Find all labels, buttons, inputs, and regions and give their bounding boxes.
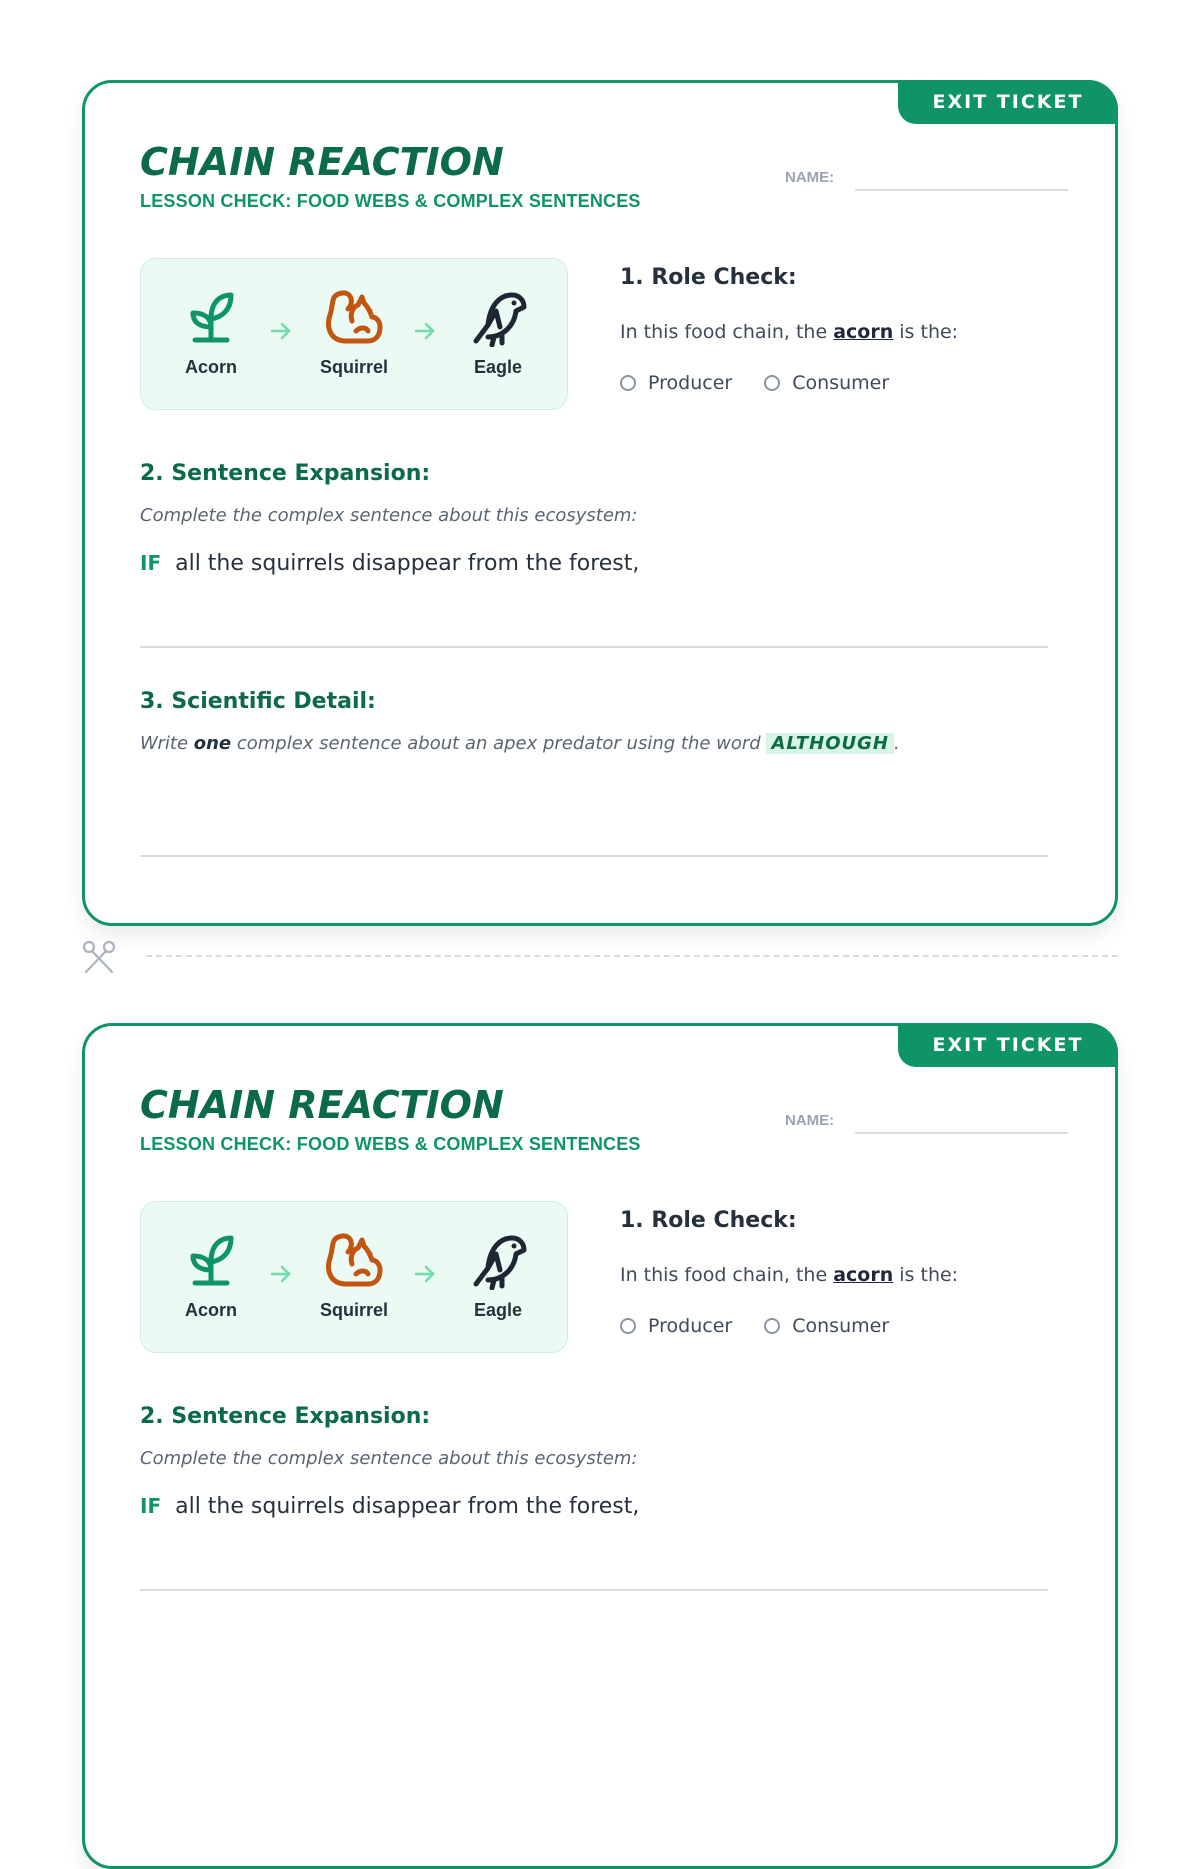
q1-text-after: is the: xyxy=(893,1264,959,1286)
ticket-title: CHAIN REACTION xyxy=(140,140,504,184)
q1-text-before: In this food chain, the xyxy=(620,321,834,343)
chain-node-label: Squirrel xyxy=(319,357,389,377)
chain-node-eagle xyxy=(448,287,548,378)
q1-text-after: is the: xyxy=(893,321,959,343)
name-label: NAME: xyxy=(785,1112,835,1129)
chain-node-acorn xyxy=(161,1230,261,1321)
q1-question xyxy=(620,321,958,343)
radio-button[interactable] xyxy=(764,375,780,391)
option-consumer[interactable] xyxy=(764,1315,889,1337)
q2-answer-line[interactable] xyxy=(140,1589,1048,1591)
chain-node-acorn xyxy=(161,287,261,378)
food-chain-diagram xyxy=(140,258,568,410)
q2-instruction: Complete the complex sentence about this ecosystem: xyxy=(140,505,638,526)
arrow-right-icon xyxy=(413,321,437,341)
q3-heading: 3. Scientific Detail: xyxy=(140,689,376,714)
q1-keyword: acorn xyxy=(833,321,894,343)
squirrel-icon xyxy=(322,287,386,347)
q3-instr-part: complex sentence about an apex predator using the word xyxy=(231,733,767,754)
arrow-right-icon xyxy=(269,321,293,341)
name-field-line[interactable] xyxy=(855,1132,1068,1134)
q2-sentence-starter xyxy=(140,1494,639,1519)
q1-question xyxy=(620,1264,958,1286)
q3-answer-line[interactable] xyxy=(140,855,1048,857)
q2-sentence-starter xyxy=(140,551,639,576)
exit-ticket-tag: EXIT TICKET xyxy=(898,1023,1118,1067)
q2-sentence: all the squirrels disappear from the forest, xyxy=(175,1494,640,1519)
radio-button[interactable] xyxy=(764,1318,780,1334)
scissors-icon xyxy=(82,940,118,974)
keyword-highlight: ALTHOUGH xyxy=(766,733,894,754)
sprout-icon xyxy=(181,287,241,347)
ticket-title: CHAIN REACTION xyxy=(140,1083,504,1127)
q3-instr-emphasis: one xyxy=(193,733,232,754)
q1-heading: 1. Role Check: xyxy=(620,1208,797,1233)
q1-keyword: acorn xyxy=(833,1264,894,1286)
option-label: Producer xyxy=(648,372,733,394)
q2-sentence: all the squirrels disappear from the forest, xyxy=(175,551,640,576)
option-producer[interactable] xyxy=(620,372,732,394)
q2-answer-line[interactable] xyxy=(140,646,1048,648)
exit-ticket-tag: EXIT TICKET xyxy=(898,80,1118,124)
q3-instr-part: . xyxy=(893,733,900,754)
if-word: IF xyxy=(140,551,162,575)
q2-instruction: Complete the complex sentence about this ecosystem: xyxy=(140,1448,638,1469)
q3-instr-part: Write xyxy=(140,733,194,754)
squirrel-icon xyxy=(322,1230,386,1290)
food-chain-diagram xyxy=(140,1201,568,1353)
radio-button[interactable] xyxy=(620,375,636,391)
chain-node-label: Squirrel xyxy=(319,1300,389,1320)
exit-ticket-card xyxy=(82,80,1118,926)
chain-node-eagle xyxy=(448,1230,548,1321)
ticket-subtitle: LESSON CHECK: FOOD WEBS & COMPLEX SENTENCES xyxy=(140,1134,641,1154)
option-label: Consumer xyxy=(792,1315,890,1337)
cut-line-row xyxy=(82,940,1118,974)
option-label: Consumer xyxy=(792,372,890,394)
chain-node-label: Acorn xyxy=(184,357,237,377)
radio-button[interactable] xyxy=(620,1318,636,1334)
q2-heading: 2. Sentence Expansion: xyxy=(140,461,431,486)
arrow-right-icon xyxy=(269,1264,293,1284)
dashed-cut-line xyxy=(146,955,1118,957)
q1-text-before: In this food chain, the xyxy=(620,1264,834,1286)
sprout-icon xyxy=(181,1230,241,1290)
ticket-subtitle: LESSON CHECK: FOOD WEBS & COMPLEX SENTENCES xyxy=(140,191,641,211)
q2-heading: 2. Sentence Expansion: xyxy=(140,1404,431,1429)
name-field-line[interactable] xyxy=(855,189,1068,191)
q3-instruction xyxy=(140,733,900,754)
chain-node-label: Eagle xyxy=(473,1300,523,1320)
name-label: NAME: xyxy=(785,169,835,186)
exit-ticket-card xyxy=(82,1023,1118,1869)
q1-heading: 1. Role Check: xyxy=(620,265,797,290)
q1-options xyxy=(620,1315,915,1339)
chain-node-squirrel xyxy=(304,287,404,378)
bird-icon xyxy=(466,287,530,347)
chain-node-label: Eagle xyxy=(473,357,523,377)
if-word: IF xyxy=(140,1494,162,1518)
option-label: Producer xyxy=(648,1315,733,1337)
option-consumer[interactable] xyxy=(764,372,889,394)
option-producer[interactable] xyxy=(620,1315,732,1337)
chain-node-label: Acorn xyxy=(184,1300,237,1320)
chain-node-squirrel xyxy=(304,1230,404,1321)
q1-options xyxy=(620,372,915,396)
arrow-right-icon xyxy=(413,1264,437,1284)
bird-icon xyxy=(466,1230,530,1290)
